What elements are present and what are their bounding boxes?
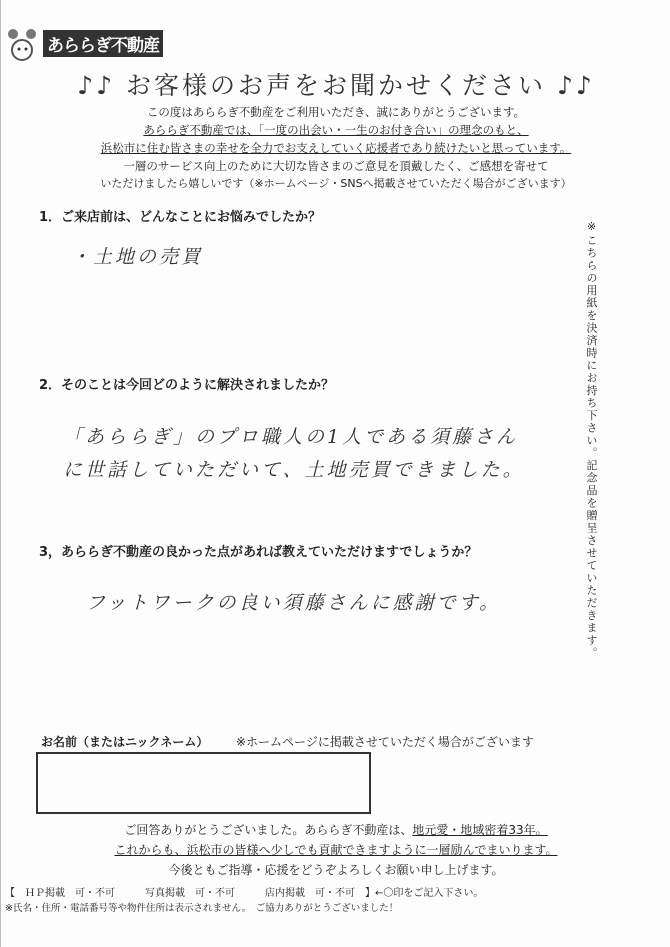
- footer-text: ご回答ありがとうございました。あららぎ不動産は、: [124, 823, 413, 837]
- footer-line-1: [1, 820, 670, 840]
- footer-highlight: 地元愛・地域密着33年。: [412, 823, 548, 837]
- answer-1: ・土地の売買: [71, 246, 204, 268]
- question-1: 1．ご来店前は、どんなことにお悩みでしたか？: [39, 210, 322, 225]
- consent-options: 【 ＨＰ掲載 可・不可 写真掲載 可・不可 店内掲載 可・不可 】←〇印をご記入下さい。: [5, 888, 484, 899]
- company-logo: あららぎ不動産: [43, 30, 163, 57]
- page-title: ♪♪ お客様のお声をお聞かせください ♪♪: [77, 71, 595, 100]
- answer-3: フットワークの良い須藤さんに感謝です。: [86, 592, 502, 614]
- name-field[interactable]: [36, 752, 371, 814]
- footer-line-3: 今後ともご指導・応援をどうぞよろしくお願い申し上げます。: [168, 863, 504, 877]
- footer-line-2: これからも、浜松市の皆様へ少しでも貢献できますように一層励んでまいります。: [114, 843, 558, 857]
- intro-line: 一層のサービス向上のために大切な皆さまのご意見を頂戴したく、ご感想を寄せて: [123, 159, 549, 173]
- answer-2-line-1: 「あららぎ」のプロ職人の1人である須藤さん: [63, 426, 519, 448]
- name-label: お名前（またはニックネーム）: [41, 735, 209, 749]
- privacy-note: ※氏名・住所・電話番号等や物件住所は表示されません。 ご協力ありがとうございました！: [5, 903, 399, 914]
- answer-2-line-2: に世話していただいて、土地売買できました。: [63, 459, 525, 481]
- mascot-logo-icon: [5, 26, 39, 66]
- name-note: ※ホームページに掲載させていただく場合がございます: [236, 735, 534, 749]
- intro-line: この度はあららぎ不動産をご利用いただき、誠にありがとうございます。: [146, 105, 526, 119]
- side-note: ※こちらの用紙を決済時にお持ち下さい。記念品を贈呈させていただきます。: [585, 220, 598, 660]
- question-2: 2．そのことは今回どのように解決されましたか？: [39, 378, 335, 393]
- intro-line: あららぎ不動産では、「一度の出会い・一生のお付き合い」の理念のもと、: [143, 123, 529, 137]
- intro-line: 浜松市に住む皆さまの幸せを全力でお支えしていく応援者であり続けたいと思っています。: [100, 141, 572, 155]
- intro-line: いただけましたら嬉しいです（※ホームページ・SNSへ掲載させていただく場合がございます）: [100, 177, 572, 190]
- question-3: 3，あららぎ不動産の良かった点があれば教えていただけますでしょうか？: [39, 545, 478, 560]
